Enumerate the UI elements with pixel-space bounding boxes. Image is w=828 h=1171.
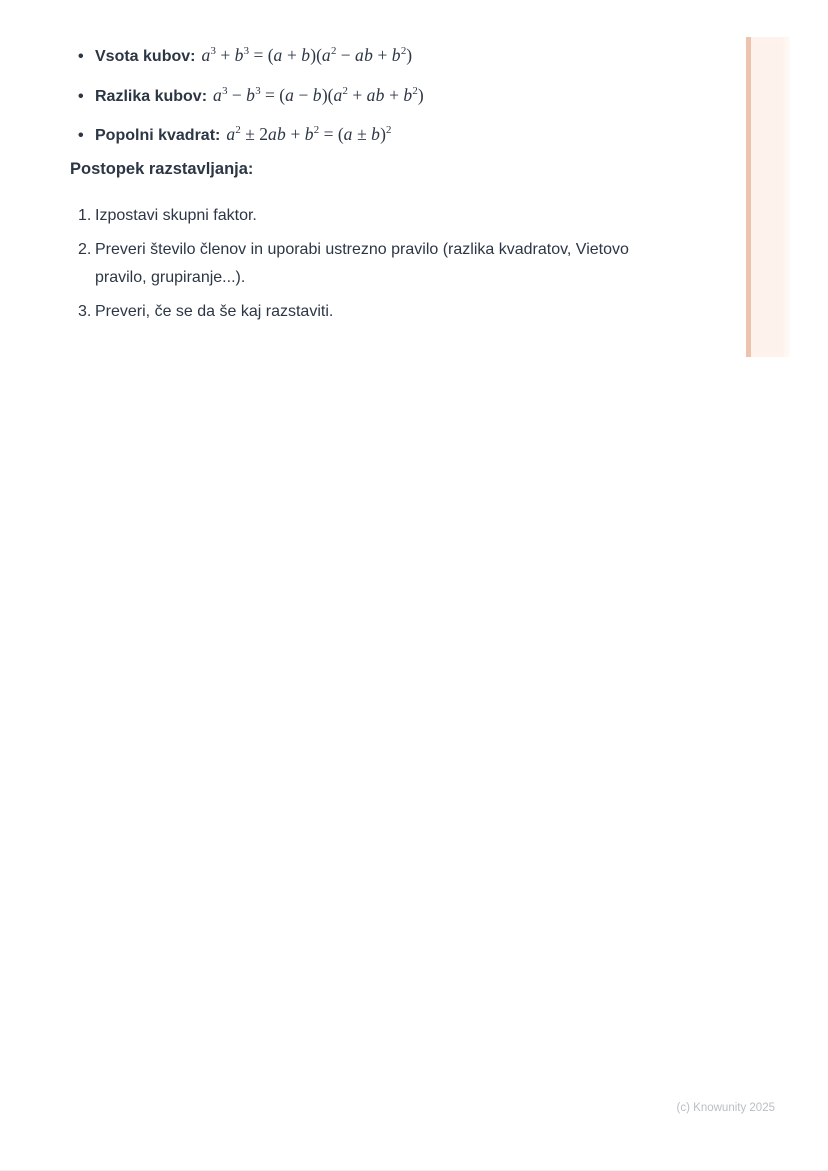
formula-item — [78, 120, 828, 148]
bullet-icon: • — [78, 87, 84, 105]
page-edge-highlight — [746, 37, 790, 357]
formula-label: Popolni kvadrat: — [95, 127, 221, 145]
formula-math: $a^3 - b^3 = (a - b)(a^2$ + ab + $b^2$) — [213, 84, 424, 105]
formula-line — [95, 40, 412, 68]
bullet-icon: • — [78, 47, 84, 65]
document-content — [0, 0, 828, 326]
bullet-icon: • — [78, 127, 84, 145]
footer-credit: (c) Knowunity 2025 — [676, 1102, 775, 1114]
section-heading: Postopek razstavljanja: — [70, 160, 254, 179]
step-item — [78, 202, 828, 230]
formula-label: Vsota kubov: — [95, 47, 196, 65]
formula-line — [95, 80, 424, 108]
formula-label: Razlika kubov: — [95, 87, 208, 105]
steps-list — [78, 202, 828, 326]
formula-math: $a^3 + b^3 = (a + b)(a^2$ − ab + $b^2$) — [201, 44, 413, 65]
step-number: 3. — [78, 303, 92, 321]
step-item — [78, 298, 828, 326]
step-text: Preveri, če se da še kaj razstaviti. — [95, 303, 334, 321]
formula-item — [78, 80, 828, 108]
formula-line — [95, 120, 391, 148]
formula-item — [78, 40, 828, 68]
step-number: 1. — [78, 207, 92, 225]
step-item — [78, 236, 828, 292]
formula-math: $a^2 \pm 2ab + b^2 = (a \pm b)^2$ — [226, 124, 392, 145]
step-text: Preveri število členov in uporabi ustrezno pravilo (razlika kvadratov, Vietovo pravilo, grupiranje...). — [95, 241, 629, 287]
step-number: 2. — [78, 241, 92, 259]
step-text: Izpostavi skupni faktor. — [95, 207, 257, 225]
formula-list — [78, 40, 828, 147]
